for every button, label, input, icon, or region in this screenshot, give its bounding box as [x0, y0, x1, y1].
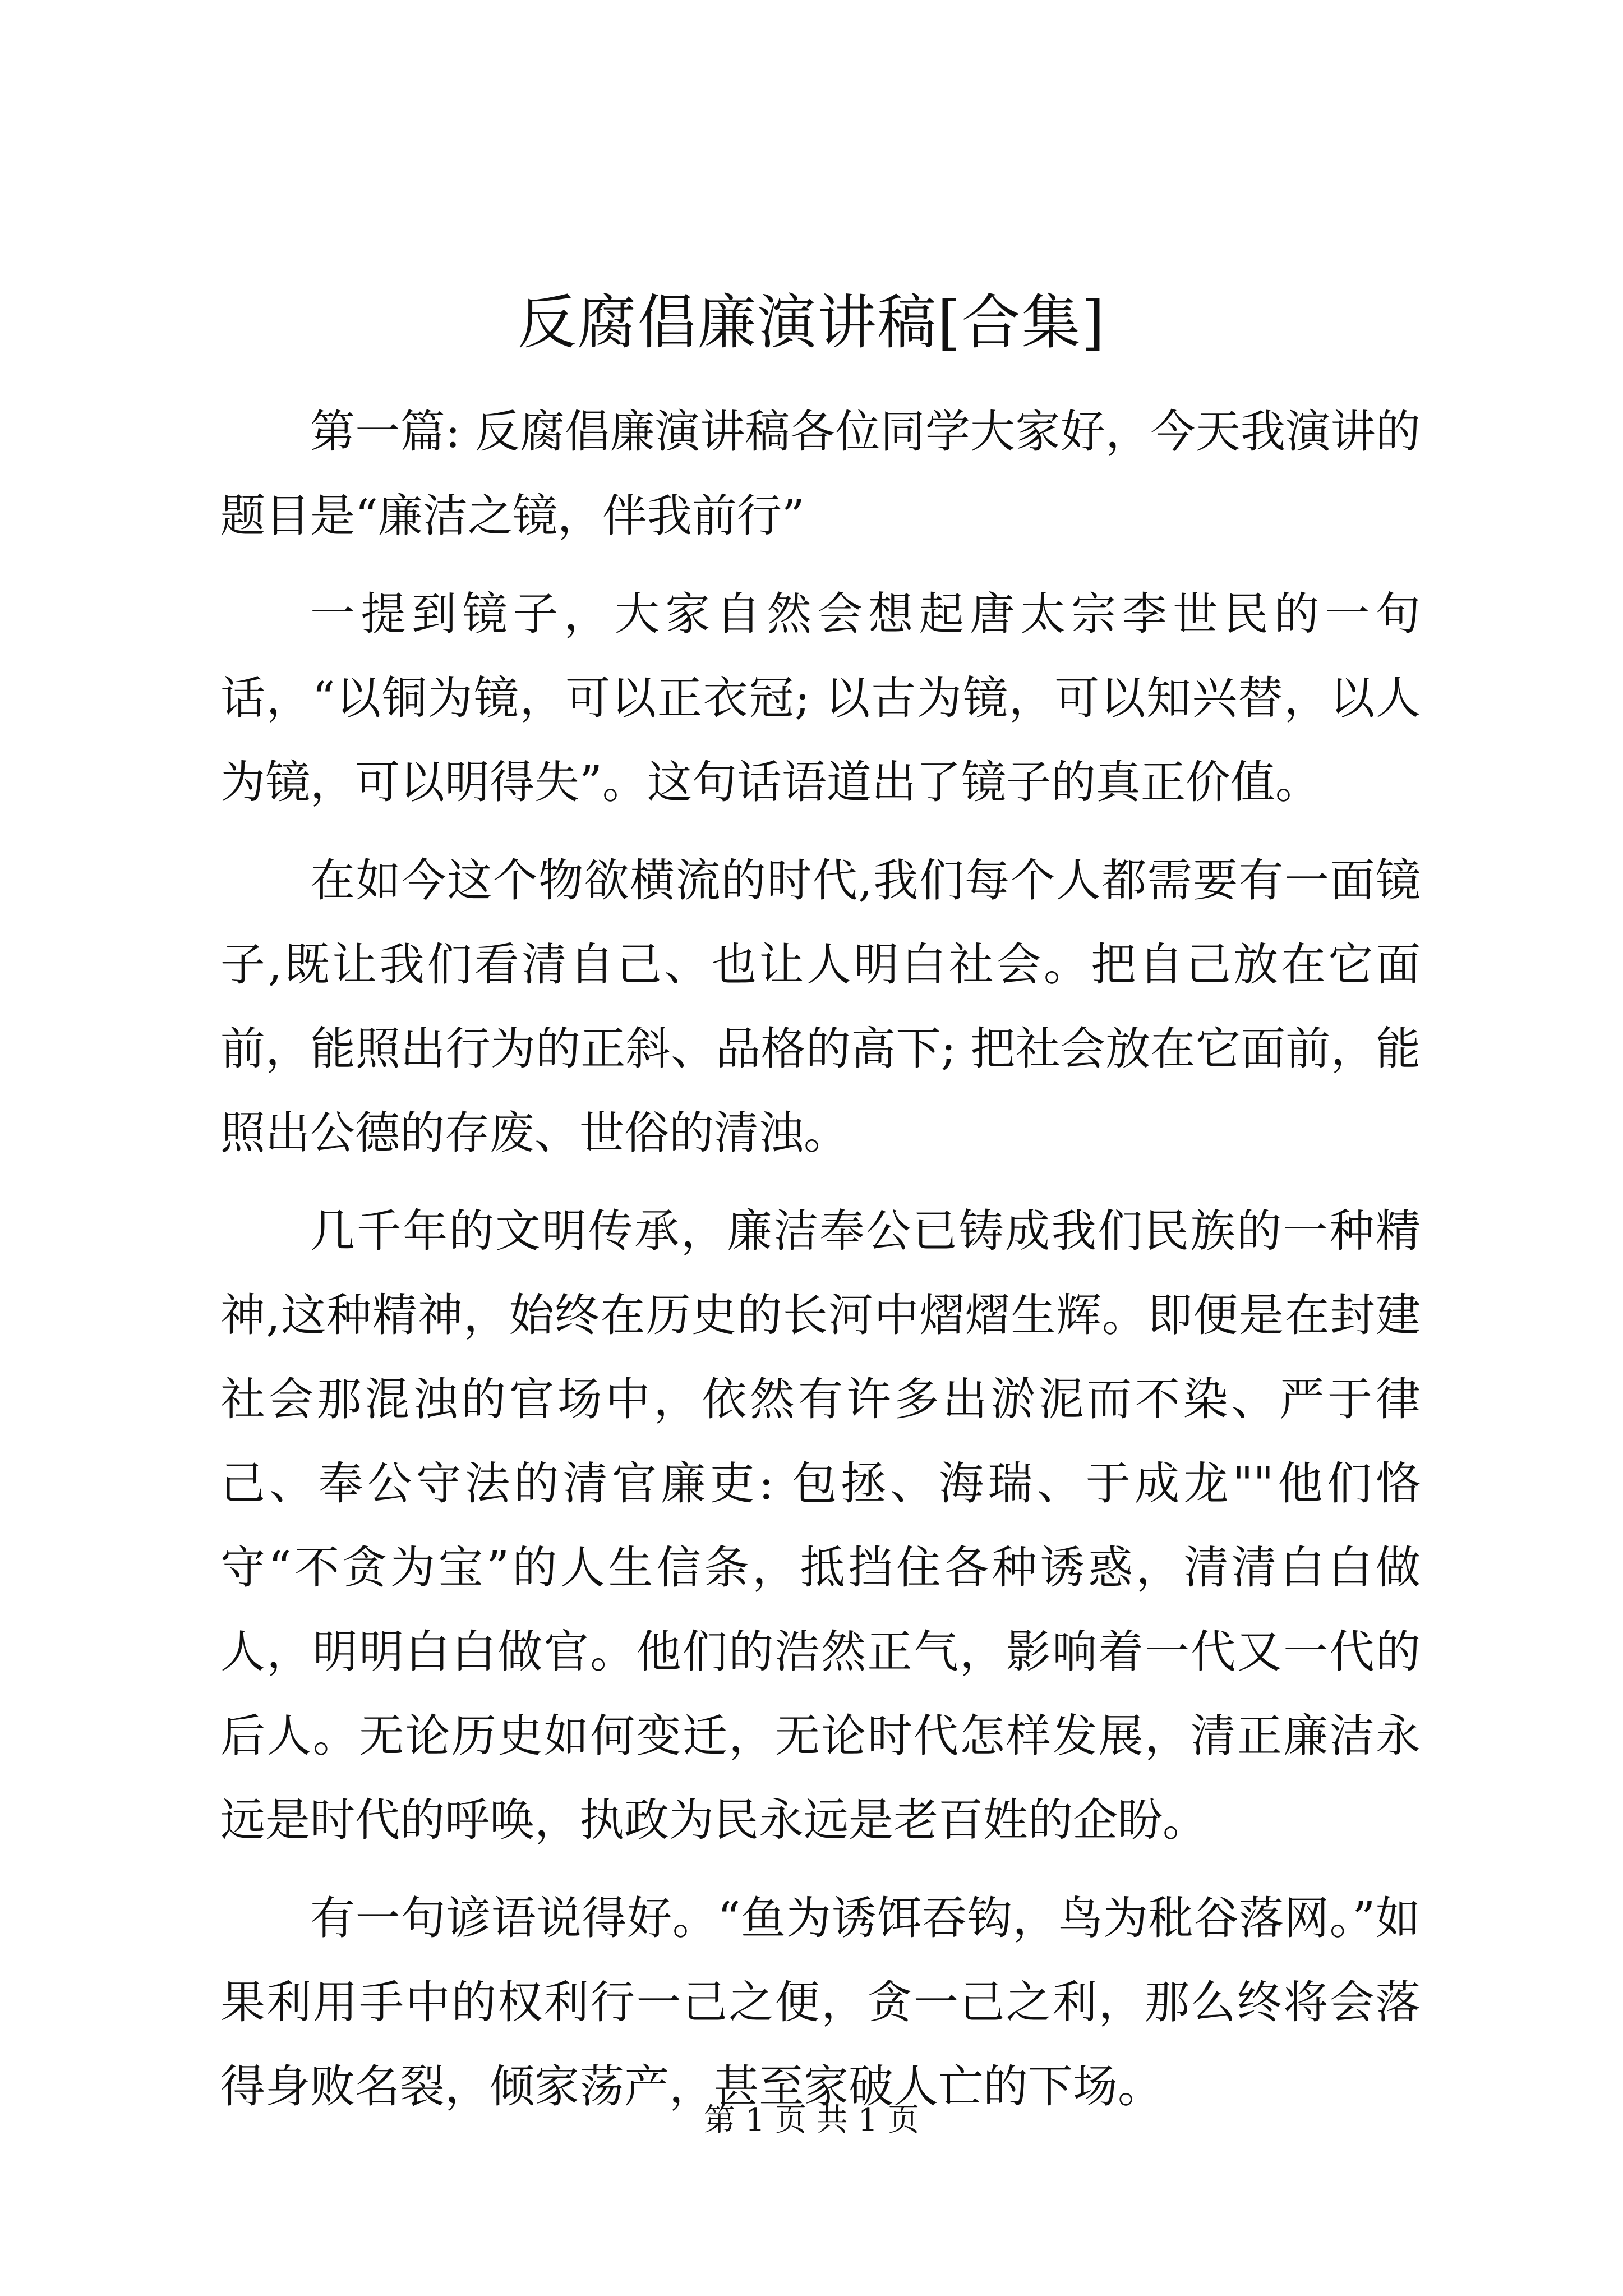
paragraph-5: 有一句谚语说得好。“鱼为诱饵吞钩，鸟为秕谷落网。”如果利用手中的权利行一己之便，贪一己之利，那么终将会落得身败名裂，倾家荡产，甚至家破人亡的下场。 [220, 1892, 1421, 2113]
paragraph-2: 一提到镜子，大家自然会想起唐太宗李世民的一句话，“以铜为镜，可以正衣冠; 以古为镜，可以知兴替，以人为镜，可以明得失”。这句话语道出了镜子的真正价值。 [220, 588, 1421, 808]
page-footer: 第 1 页 共 1 页 [703, 2102, 920, 2138]
paragraph-4: 几千年的文明传承，廉洁奉公已铸成我们民族的一种精神,这种精神，始终在历史的长河中熠熠生辉。即便是在封建社会那混浊的官场中，依然有许多出淤泥而不染、严于律己、奉公守法的清官廉吏: 包拯、海瑞、于成龙""他们恪守“不贪为宝”的人生信条，抵挡住各种诱惑，清清白白做人，明明白白做官。他们的浩然正气，影响着一代又一代的后人。无论历史如何变迁，无论时代怎样发展，清正廉洁永远是时代的呼唤，执政为民永远是老百姓的企盼。 [220, 1205, 1421, 1846]
paragraph-3: 在如今这个物欲横流的时代,我们每个人都需要有一面镜子,既让我们看清自己、也让人明白社会。把自己放在它面前，能照出行为的正斜、品格的高下; 把社会放在它面前，能照出公德的存废、世俗的清浊。 [220, 854, 1421, 1159]
document-body [220, 390, 1421, 2143]
document-title: 反腐倡廉演讲稿[合集] [517, 288, 1106, 357]
paragraph-1: 第一篇: 反腐倡廉演讲稿各位同学大家好，今天我演讲的题目是“廉洁之镜，伴我前行” [220, 406, 1421, 542]
